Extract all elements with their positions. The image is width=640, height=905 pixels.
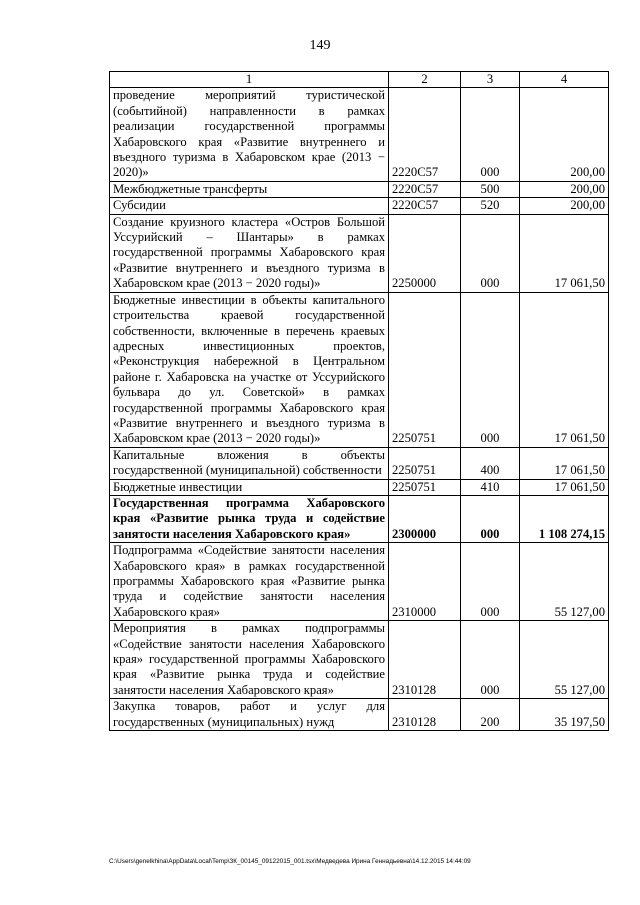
row-name: Подпрограмма «Содействие занятости населения Хабаровского края» в рамках государственной программы Хабаровского края «Развитие рынка труда и содействие занятости населения Хабаровского края» [110, 543, 389, 621]
page-number: 149 [309, 38, 331, 53]
row-name: проведение мероприятий туристической (событийной) направленности в рамках реализации государственной программы Хабаровского края «Развитие внутреннего и въездного туризма в Хабаровском крае (2013 − 2020)» [110, 88, 389, 181]
row-code: 2220С57 [389, 198, 461, 214]
row-code: 2250751 [389, 479, 461, 495]
column-header: 4 [520, 72, 609, 88]
row-amount: 55 127,00 [520, 543, 609, 621]
row-expense-type: 500 [461, 181, 520, 197]
row-expense-type: 000 [461, 543, 520, 621]
row-amount: 200,00 [520, 181, 609, 197]
row-code: 2310128 [389, 621, 461, 699]
row-name: Закупка товаров, работ и услуг для государственных (муниципальных) нужд [110, 699, 389, 731]
table-row [110, 479, 609, 495]
row-amount: 17 061,50 [520, 214, 609, 292]
table-row [110, 543, 609, 621]
row-expense-type: 410 [461, 479, 520, 495]
column-header: 1 [110, 72, 389, 88]
table-row [110, 699, 609, 731]
column-header: 2 [389, 72, 461, 88]
row-name: Межбюджетные трансферты [110, 181, 389, 197]
row-amount: 35 197,50 [520, 699, 609, 731]
row-name: Субсидии [110, 198, 389, 214]
table-row [110, 181, 609, 197]
table-header-row [110, 72, 609, 88]
row-name: Бюджетные инвестиции [110, 479, 389, 495]
table-row [110, 88, 609, 181]
row-expense-type: 000 [461, 214, 520, 292]
column-header: 3 [461, 72, 520, 88]
row-code: 2250751 [389, 447, 461, 479]
file-path-footer: C:\Users\genelkhina\AppData\Local\Temp\ЗК_00145_09122015_001.tsx\Медведева Ирина Геннадьевна\14.12.2015 14:44:09 [109, 858, 471, 865]
row-amount: 1 108 274,15 [520, 495, 609, 542]
row-amount: 17 061,50 [520, 447, 609, 479]
table-row [110, 198, 609, 214]
row-amount: 17 061,50 [520, 292, 609, 447]
row-amount: 200,00 [520, 88, 609, 181]
table-row [110, 495, 609, 542]
row-code: 2250000 [389, 214, 461, 292]
budget-table [109, 71, 609, 731]
row-name: Государственная программа Хабаровского края «Развитие рынка труда и содействие занятости населения Хабаровского края» [110, 495, 389, 542]
row-expense-type: 000 [461, 495, 520, 542]
row-code: 2250751 [389, 292, 461, 447]
row-code: 2220С57 [389, 88, 461, 181]
table-row [110, 621, 609, 699]
row-expense-type: 200 [461, 699, 520, 731]
row-expense-type: 000 [461, 88, 520, 181]
row-expense-type: 520 [461, 198, 520, 214]
row-code: 2300000 [389, 495, 461, 542]
row-name: Создание круизного кластера «Остров Большой Уссурийский – Шантары» в рамках государственной программы Хабаровского края «Развитие внутреннего и въездного туризма в Хабаровском крае (2013 − 2020 годы)» [110, 214, 389, 292]
row-name: Бюджетные инвестиции в объекты капитального строительства краевой государственной собственности, включенные в перечень краевых адресных инвестиционных проектов, «Реконструкция набережной в Центральном районе г. Хабаровска на участке от Уссурийского бульвара до ул. Советской» в рамках государственной программы Хабаровского края «Развитие внутреннего и въездного туризма в Хабаровском крае (2013 − 2020 годы)» [110, 292, 389, 447]
table-row [110, 292, 609, 447]
row-expense-type: 000 [461, 292, 520, 447]
row-name: Капитальные вложения в объекты государственной (муниципальной) собственности [110, 447, 389, 479]
row-name: Мероприятия в рамках подпрограммы «Содействие занятости населения Хабаровского края» государственной программы Хабаровского края «Развитие рынка труда и содействие занятости населения Хабаровского края» [110, 621, 389, 699]
row-code: 2220С57 [389, 181, 461, 197]
row-expense-type: 400 [461, 447, 520, 479]
row-code: 2310000 [389, 543, 461, 621]
table-row [110, 447, 609, 479]
row-code: 2310128 [389, 699, 461, 731]
row-amount: 200,00 [520, 198, 609, 214]
row-amount: 55 127,00 [520, 621, 609, 699]
table-row [110, 214, 609, 292]
row-expense-type: 000 [461, 621, 520, 699]
row-amount: 17 061,50 [520, 479, 609, 495]
